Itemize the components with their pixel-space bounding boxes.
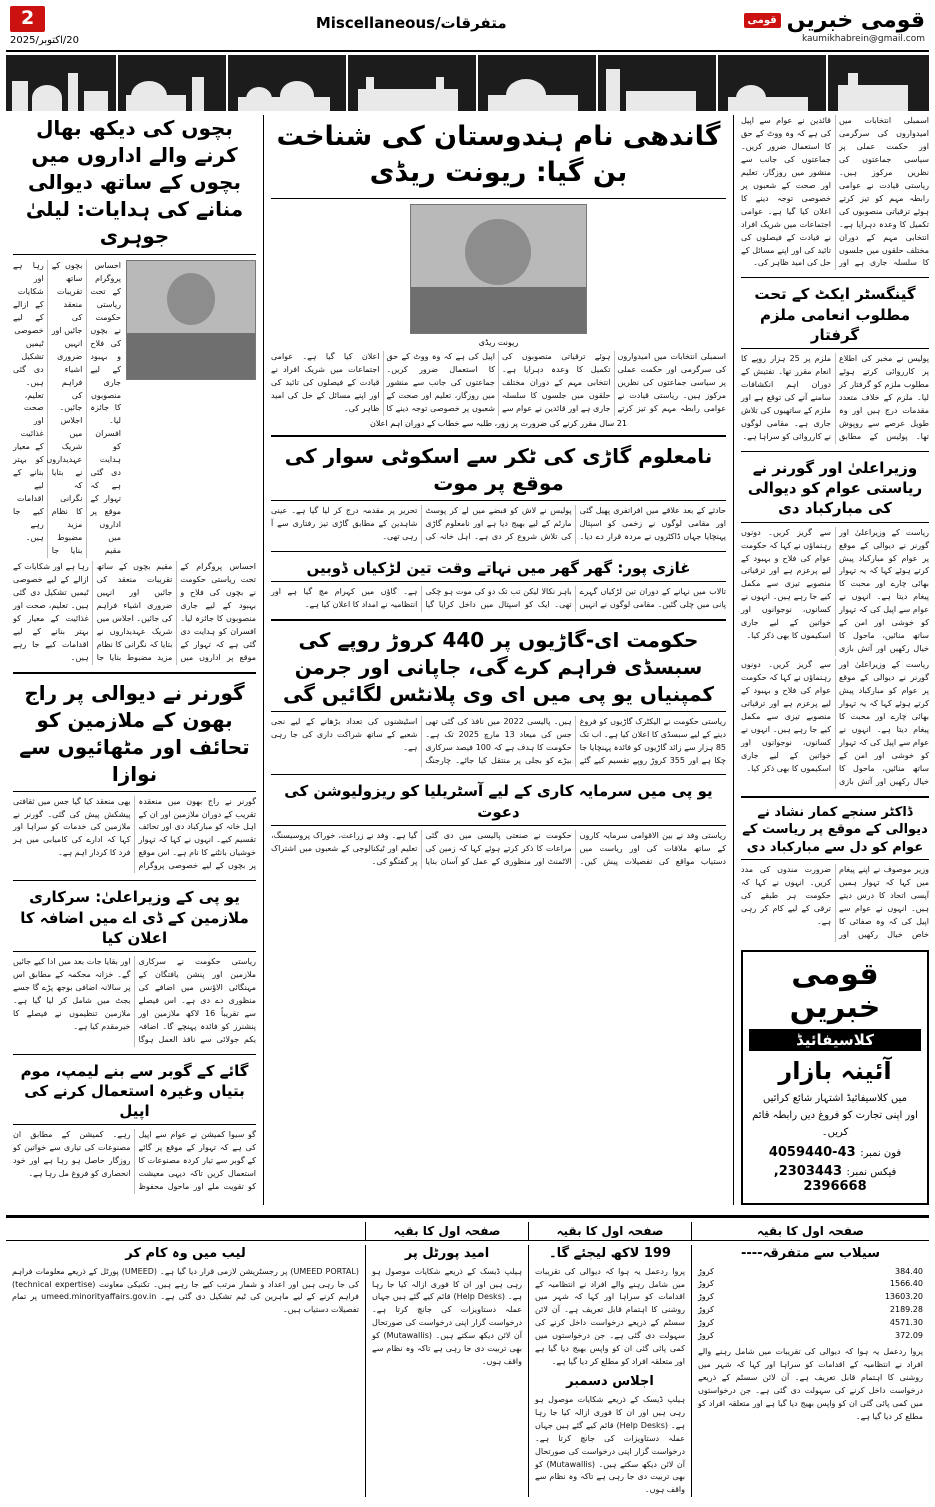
ad-title: آئینہ بازار	[778, 1057, 892, 1086]
jump-bar	[6, 1215, 929, 1218]
table-row	[698, 1304, 923, 1317]
masthead-rule	[6, 50, 929, 52]
article-body: حادثے کے بعد علاقے میں افراتفری پھیل گئی اور مقامی لوگوں نے زخمی کو اسپتال پہنچایا جہاں ڈاکٹروں نے مردہ قرار دے دیا۔ پولیس نے لاش کو قبضے میں لے کر پوسٹ مارٹم کے لیے بھیج دیا ہے اور نامعلوم گاڑی کی تلاش شروع کر دی ہے۔ اہل خانہ کی تحریر پر مقدمہ درج کر لیا گیا ہے۔ عینی شاہدین کے مطابق گاڑی تیز رفتاری سے آ رہی تھی۔	[271, 505, 726, 541]
ad-line-1: میں کلاسیفائیڈ اشتہار شائع کرائیں	[763, 1093, 907, 1105]
article-ev-subsidy	[271, 627, 726, 768]
article-headline: ڈاکٹر سنجے کمار نشاد نے دیوالی کے موقع پر ریاست کے عوام کو دل سے مبارکباد دی	[742, 804, 928, 855]
jump-sub-3: امید پورٹل پر	[404, 1246, 490, 1262]
divider	[741, 277, 929, 278]
divider	[13, 880, 256, 881]
column-right	[733, 115, 929, 1205]
article-body: ریاستی وفد نے بین الاقوامی سرمایہ کاروں کے ساتھ ملاقات کی اور ریاست میں دستیاب مواقع کی تفصیلات پیش کیں۔ حکومت نے صنعتی پالیسی میں دی گئی مراعات کا ذکر کرتے ہوئے کہا کہ زمین کی الاٹمنٹ اور منظوری کے عمل کو آسان بنایا گیا ہے۔ وفد نے زراعت، خوراک پروسیسنگ، تعلیم اور ٹیکنالوجی کے شعبوں میں اشتراک پر گفتگو کی۔	[271, 830, 726, 866]
jump-sub-1: سیلاب سے متفرقہ----	[741, 1246, 880, 1262]
article-body: ریاستی حکومت نے الیکٹرک گاڑیوں کو فروغ دینے کے لیے سبسڈی کا اعلان کیا ہے۔ اب تک 85 ہزار سے زائد گاڑیوں کو فائدہ پہنچایا جا چکا ہے اور 355 کروڑ روپے تقسیم کیے گئے ہیں۔ پالیسی 2022 میں نافذ کی گئی تھی جس کی میعاد 13 مارچ 2025 تک ہے۔ حکومت کا ہدف ہے کہ 100 فیصد سرکاری بیڑے کو بجلی پر منتقل کیا جائے۔ چارجنگ اسٹیشنوں کی تعداد بڑھانے کے لیے نجی شعبے کے ساتھ شراکت داری کی جا رہی ہے۔	[271, 716, 726, 765]
article-headline: گائے کے گوبر سے بنے لیمپ، موم بتیاں وغیرہ استعمال کرنے کی اپیل	[20, 1061, 249, 1121]
jump-col-b-text: پروا ردعمل یہ ہوا کہ دیوالی کی تقریبات میں شامل رہنے والے افراد نے انتظامیہ کے اقدامات کو سراہا اور کہا کہ شہر میں روشنی کا اہتمام قابل تعریف ہے۔ آن لائن سسٹم کے ذریعے درخواست داخل کرنے کی سہولت دی گئی ہے۔ جن درخواستوں میں کمی پائی گئی ان کو واپس بھیج دیا گیا ہے اور متعلقہ افراد کو مطلع کر دیا گیا ہے۔	[535, 1266, 685, 1367]
row-label: کروڑ	[698, 1266, 714, 1276]
article-gangster-act	[741, 284, 929, 443]
paper-logo	[744, 8, 925, 33]
article-headline: گینگسٹر ایکٹ کے تحت مطلوب انعامی ملزم گرفتار	[754, 285, 916, 344]
article-body: ریاستی حکومت نے سرکاری ملازمین اور پنشن یافتگان کے مہنگائی الاؤنس میں اضافے کی منظوری دے دی ہے۔ اس فیصلے سے تقریباً 16 لاکھ ملازمین اور پنشنرز کو فائدہ پہنچے گا۔ اضافہ یکم جولائی سے نافذ العمل ہوگا اور بقایا جات بعد میں ادا کیے جائیں گے۔ خزانہ محکمہ کے مطابق اس پر سالانہ اضافی بوجھ پڑے گا جسے بجٹ میں شامل کر لیا گیا ہے۔ ملازمین تنظیموں نے فیصلے کا خیرمقدم کیا ہے۔	[13, 957, 256, 1044]
article-headline: بچوں کی دیکھ بھال کرنے والے اداروں میں بچوں کے ساتھ دیوالی منانے کی ہدایات: لیلیٰ جوہری	[25, 116, 244, 248]
lead-photo-caption: ریونت ریڈی	[478, 337, 519, 347]
ad-phone-row	[749, 1145, 921, 1160]
article-body: ریاست کے وزیراعلیٰ اور گورنر نے دیوالی کے موقع پر عوام کو مبارکباد پیش کرتے ہوئے کہا کہ یہ تہوار بھائی چارے اور محبت کا پیغام دیتا ہے۔ انہوں نے عوام سے اپیل کی کہ تہوار کو خوشی اور امن کے ساتھ منائیں، ماحول کا خیال رکھیں اور آتش بازی سے گریز کریں۔ دونوں رہنماؤں نے کہا کہ حکومت عوام کی فلاح و بہبود کے لیے پرعزم ہے اور ترقیاتی منصوبے تیزی سے مکمل کیے جا رہے ہیں۔ انہوں نے کسانوں، نوجوانوں اور خواتین کے لیے جاری اسکیموں کا بھی ذکر کیا۔	[741, 527, 929, 654]
jump-title: صفحہ اول کا بقیہ	[556, 1224, 664, 1239]
headline-rule	[741, 348, 929, 349]
jump-header-1	[691, 1222, 929, 1240]
article-body: گورنر نے راج بھون میں منعقدہ تقریب کے دوران ملازمین اور ان کے اہل خانہ کو مبارکباد دی اور تحائف تقسیم کیے۔ انہوں نے کہا کہ تہوار خوشیاں بانٹنے کا نام ہے۔ اس موقع پر بچوں کے لیے خصوصی پروگرام بھی منعقد کیا گیا جس میں ثقافتی پیشکش پیش کی گئی۔ گورنر نے ملازمین کی خدمات کو سراہا اور کہا کہ ادارے کی کامیابی میں ہر فرد کا کردار اہم ہے۔	[13, 796, 256, 871]
headline-rule	[271, 825, 726, 826]
row-label: کروڑ	[698, 1292, 714, 1302]
article-governor-gifts	[13, 680, 256, 874]
masthead-right	[744, 6, 925, 44]
article-body: احساس پروگرام کے تحت ریاستی حکومت نے بچوں کی فلاح و بہبود کے لیے جاری منصوبوں کا جائزہ لیا۔ افسران کو ہدایت دی گئی ہے کہ تہوار کے موقع پر اداروں میں مقیم بچوں کے ساتھ تقریبات منعقد کی جائیں اور انہیں ضروری اشیاء فراہم کی جائیں۔ اجلاس میں شریک عہدیداروں نے بتایا کہ نگرانی کا نظام مزید مضبوط بنایا جا رہا ہے اور شکایات کے ازالے کے لیے خصوصی ٹیمیں تشکیل دی گئی ہیں۔ تعلیم، صحت اور غذائیت کے معیار کو بہتر بنانے کے لیے اقدامات کیے جا رہے ہیں۔	[13, 261, 121, 555]
divider-thick	[271, 619, 726, 621]
headline-rule	[271, 581, 726, 582]
article-headline: نامعلوم گاڑی کی ٹکر سے اسکوٹی سوار کی موقع پر موت	[284, 443, 713, 495]
jump-col-a	[691, 1245, 929, 1497]
headline-rule	[13, 254, 256, 255]
jump-col-c	[365, 1245, 528, 1497]
issue-date: 20/اکتوبر/2025	[10, 35, 79, 46]
article-ghazipur-drowning	[271, 558, 726, 612]
ad-classified-label: کلاسیفائیڈ	[749, 1029, 921, 1051]
headline-rule	[13, 951, 256, 952]
row-label: کروڑ	[698, 1317, 714, 1327]
article-cm-governor-diwali	[741, 458, 929, 789]
jump-number-table	[698, 1266, 923, 1343]
column-middle	[263, 115, 733, 1205]
ad-fax-row	[749, 1164, 921, 1194]
jump-col-d	[6, 1245, 365, 1497]
headline-rule	[741, 522, 929, 523]
row-value: 372.09	[895, 1330, 923, 1340]
row-value: 13603.20	[884, 1292, 923, 1302]
table-row	[698, 1266, 923, 1279]
article-da-hike	[13, 887, 256, 1046]
article-sanjay-nishad	[741, 804, 929, 942]
main-content	[0, 111, 935, 1211]
jump-col-b-text-2: ہیلپ ڈیسک کے ذریعے شکایات موصول ہو رہی ہیں اور ان کا فوری ازالہ کیا جا رہا ہے۔ (Help Desks) قائم کیے گئے ہیں جہاں عملہ دستاویزات کی جانچ کرتا ہے۔ درخواست گزار اپنی درخواست کی صورتحال آن لائن دیکھ سکتے ہیں۔ (Mutawallis) کو بھی تربیت دی جا رہی ہے تاکہ وہ نظام سے واقف ہوں۔	[535, 1394, 685, 1495]
headline-rule	[271, 711, 726, 712]
jump-sub-5: اجلاس دسمبر	[566, 1374, 654, 1390]
jump-title: صفحہ اول کا بقیہ	[757, 1224, 864, 1239]
ad-fax-value: 2303443, 2396668	[773, 1164, 867, 1195]
article-body: تالاب میں نہانے کے دوران تین لڑکیاں گہرے پانی میں چلی گئیں۔ مقامی لوگوں نے انہیں باہر نکالا لیکن تب تک دو کی موت ہو چکی تھی۔ ایک کو اسپتال میں داخل کرایا گیا ہے۔ گاؤں میں کہرام مچ گیا ہے اور انتظامیہ نے امداد کا اعلان کیا ہے۔	[271, 586, 726, 609]
lead-subcaption: 21 سال مقرر کرنے کی ضرورت پر زور، طلبہ سے خطاب کے دوران اہم اعلان	[370, 418, 627, 428]
article-headline: گورنر نے دیوالی پر راج بھون کے ملازمین کو تحائف اور مٹھائیوں سے نوازا	[19, 680, 250, 786]
lead-headline-rule	[271, 198, 726, 199]
section-label: متفرقات/Miscellaneous	[315, 14, 507, 32]
ad-fax-label: فیکس نمبر:	[846, 1167, 897, 1179]
table-row	[698, 1291, 923, 1304]
divider-thick	[13, 672, 256, 674]
headline-rule	[271, 500, 726, 501]
page-number-badge: 2	[10, 6, 45, 32]
ad-brand: قومی خبریں	[789, 957, 881, 1026]
article-cow-dung-lamps	[13, 1061, 256, 1195]
article-headline: وزیراعلیٰ اور گورنر نے ریاستی عوام کو دیوالی کی مبارکباد دی	[747, 458, 923, 518]
article-body: وزیر موصوف نے اپنے پیغام میں کہا کہ تہوار ہمیں آپسی اتحاد کا درس دیتے ہیں۔ انہوں نے عوام سے اپیل کی کہ وہ صفائی کا خاص خیال رکھیں اور ضرورت مندوں کی مدد کریں۔ انہوں نے کہا کہ حکومت ہر طبقے کی ترقی کے لیے کام کر رہی ہے۔	[741, 865, 929, 940]
divider	[271, 774, 726, 775]
skyline-banner	[6, 55, 929, 111]
lead-photo	[410, 204, 587, 334]
headline-rule	[13, 791, 256, 792]
jump-sub-4: لیب میں وہ کام کر	[125, 1246, 246, 1262]
article-leena-johri	[13, 115, 256, 665]
row-value: 4571.30	[889, 1317, 923, 1327]
row-value: 384.40	[895, 1266, 923, 1276]
ad-line-2: اور اپنی تجارت کو فروغ دیں رابطہ قائم کریں۔	[752, 1110, 918, 1139]
article-lead-right-body	[741, 115, 929, 270]
jump-header-2	[528, 1222, 691, 1240]
ad-phone-value: 43-4059440	[768, 1145, 856, 1161]
lead-body: اسمبلی انتخابات میں امیدواروں کی سرگرمی اور حکمت عملی پر سیاسی جماعتوں کی نظریں مرکوز ہیں۔ ریاستی قیادت نے عوامی رابطہ مہم کو تیز کرتے ہوئے ترقیاتی منصوبوں کی تکمیل کا وعدہ دہرایا ہے۔ انتخابی مہم کے دوران مختلف حلقوں میں جلسوں کا سلسلہ جاری ہے اور قائدین نے عوام سے اپیل کی ہے کہ وہ ووٹ کے حق کا استعمال ضرور کریں۔ جماعتوں کی جانب سے منشور میں روزگار، تعلیم اور صحت کے شعبوں پر خصوصی توجہ دینے کا اعلان کیا گیا ہے۔ عوامی اجتماعات میں شریک افراد نے قیادت کے فیصلوں کی تائید کی اور اپنے مسائل کے حل کی امید ظاہر کی۔	[271, 351, 726, 413]
divider	[741, 451, 929, 452]
jump-header-3	[365, 1222, 528, 1240]
classified-ad	[741, 950, 929, 1205]
table-row	[698, 1317, 923, 1330]
article-scooty-accident	[271, 443, 726, 544]
article-body: گو سیوا کمیشن نے عوام سے اپیل کی ہے کہ تہوار کے موقع پر گائے کے گوبر سے تیار کردہ مصنوعات کا استعمال کریں تاکہ دیہی معیشت کو تقویت ملے اور ماحول محفوظ رہے۔ کمیشن کے مطابق ان مصنوعات کی تیاری سے خواتین کو روزگار حاصل ہو رہا ہے اور خود انحصاری کو فروغ مل رہا ہے۔	[13, 1130, 256, 1192]
divider-thick	[741, 796, 929, 798]
table-row	[698, 1278, 923, 1291]
paper-logo-mark: قومی	[744, 13, 781, 28]
row-label: کروڑ	[698, 1330, 714, 1340]
jump-header-spacer	[6, 1222, 365, 1240]
article-headline: یو پی میں سرمایہ کاری کے لیے آسٹریلیا کو ریزولیوشن کی دعوت	[284, 782, 713, 821]
row-value: 2189.28	[889, 1304, 923, 1314]
divider	[13, 1054, 256, 1055]
column-left	[13, 115, 263, 1205]
article-body-cont: احساس پروگرام کے تحت ریاستی حکومت نے بچوں کی فلاح و بہبود کے لیے جاری منصوبوں کا جائزہ لیا۔ افسران کو ہدایت دی گئی ہے کہ تہوار کے موقع پر اداروں میں مقیم بچوں کے ساتھ تقریبات منعقد کی جائیں اور انہیں ضروری اشیاء فراہم کی جائیں۔ اجلاس میں شریک عہدیداروں نے بتایا کہ نگرانی کا نظام مزید مضبوط بنایا جا رہا ہے اور شکایات کے ازالے کے لیے خصوصی ٹیمیں تشکیل دی گئی ہیں۔ تعلیم، صحت اور غذائیت کے معیار کو بہتر بنانے کے لیے اقدامات کیے جا رہے ہیں۔	[13, 561, 256, 662]
lead-headline: گاندھی نام ہندوستان کی شناخت بن گیا: ریونت ریڈی	[276, 121, 721, 189]
jump-body	[6, 1245, 929, 1497]
article-body-cont: ریاست کے وزیراعلیٰ اور گورنر نے دیوالی کے موقع پر عوام کو مبارکباد پیش کرتے ہوئے کہا کہ یہ تہوار بھائی چارے اور محبت کا پیغام دیتا ہے۔ انہوں نے عوام سے اپیل کی کہ تہوار کو خوشی اور امن کے ساتھ منائیں، ماحول کا خیال رکھیں اور آتش بازی سے گریز کریں۔ دونوں رہنماؤں نے کہا کہ حکومت عوام کی فلاح و بہبود کے لیے پرعزم ہے اور ترقیاتی منصوبے تیزی سے مکمل کیے جا رہے ہیں۔ انہوں نے کسانوں، نوجوانوں اور خواتین کے لیے جاری اسکیموں کا بھی ذکر کیا۔	[741, 660, 929, 786]
headline-rule	[13, 1124, 256, 1125]
article-lead	[271, 115, 726, 428]
article-headline: غازی پور: گھر گھر میں نہاتے وقت تین لڑکیاں ڈوبیں	[306, 558, 691, 577]
ad-phone-label: فون نمبر:	[860, 1148, 902, 1160]
article-headline: یو پی کے وزیراعلیٰ: سرکاری ملازمین کے ڈی اے میں اضافہ کا اعلان کیا	[20, 888, 249, 947]
jump-col-b	[528, 1245, 691, 1497]
divider-thick	[271, 435, 726, 437]
jump-headers	[6, 1222, 929, 1240]
jump-sub-2: 199 لاکھ لیجئے گا۔	[549, 1246, 671, 1262]
row-label: کروڑ	[698, 1279, 714, 1289]
masthead-center	[79, 6, 744, 32]
jump-section	[0, 1215, 935, 1507]
jump-col-d-text: (UMEED PORTAL) پر رجسٹریشن لازمی قرار دیا گیا ہے۔ (UMEED) پورٹل کے ذریعے معلومات فراہم کی جا رہی ہیں اور اعداد و شمار مرتب کیے جا رہے ہیں۔ تکنیکی معاونت (technical expertise) فراہم کرنے کے لیے ماہرین کی ٹیم تشکیل دی گئی ہے۔ umeed.minorityaffairs.gov.in پر تمام تفصیلات دستیاب ہیں۔	[12, 1266, 360, 1315]
article-headline: حکومت ای-گاڑیوں پر 440 کروڑ روپے کی سبسڈی فراہم کرے گی، جاپانی اور جرمن کمپنیاں یو پی میں ای وی پلانٹس لگائیں گی	[283, 627, 714, 706]
lead-right-text: اسمبلی انتخابات میں امیدواروں کی سرگرمی اور حکمت عملی پر سیاسی جماعتوں کی نظریں مرکوز ہیں۔ ریاستی قیادت نے عوامی رابطہ مہم کو تیز کرتے ہوئے ترقیاتی منصوبوں کی تکمیل کا وعدہ دہرایا ہے۔ انتخابی مہم کے دوران مختلف حلقوں میں جلسوں کا سلسلہ جاری ہے اور قائدین نے عوام سے اپیل کی ہے کہ وہ ووٹ کے حق کا استعمال ضرور کریں۔ جماعتوں کی جانب سے منشور میں روزگار، تعلیم اور صحت کے شعبوں پر خصوصی توجہ دینے کا اعلان کیا گیا ہے۔ عوامی اجتماعات میں شریک افراد نے قیادت کے فیصلوں کی تائید کی اور اپنے مسائل کے حل کی امید ظاہر کی۔	[741, 116, 929, 268]
jump-title: صفحہ اول کا بقیہ	[393, 1224, 501, 1239]
headline-rule	[741, 859, 929, 860]
paper-title: قومی خبریں	[786, 8, 925, 33]
jump-col-c-text: ہیلپ ڈیسک کے ذریعے شکایات موصول ہو رہی ہیں اور ان کا فوری ازالہ کیا جا رہا ہے۔ (Help Desks) قائم کیے گئے ہیں جہاں عملہ دستاویزات کی جانچ کرتا ہے۔ درخواست گزار اپنی درخواست کی صورتحال آن لائن دیکھ سکتے ہیں۔ (Mutawallis) کو بھی تربیت دی جا رہی ہے تاکہ وہ نظام سے واقف ہوں۔	[372, 1266, 522, 1367]
jump-col-a-text: پروا ردعمل یہ ہوا کہ دیوالی کی تقریبات میں شامل رہنے والے افراد نے انتظامیہ کے اقدامات کو سراہا اور کہا کہ شہر میں روشنی کا اہتمام قابل تعریف ہے۔ آن لائن سسٹم کے ذریعے درخواست داخل کرنے کی سہولت دی گئی ہے۔ جن درخواستوں میں کمی پائی گئی ان کو واپس بھیج دیا گیا ہے اور متعلقہ افراد کو مطلع کر دیا گیا ہے۔	[698, 1347, 923, 1422]
divider	[271, 551, 726, 552]
article-body: پولیس نے مخبر کی اطلاع پر کارروائی کرتے ہوئے مطلوب ملزم کو گرفتار کر لیا۔ ملزم کے خلاف متعدد مقدمات درج ہیں اور وہ طویل عرصے سے روپوش تھا۔ پولیس کے مطابق ملزم پر 25 ہزار روپے کا انعام مقرر تھا۔ تفتیش کے دوران اہم انکشافات سامنے آنے کی توقع ہے اور ملزم کے ساتھیوں کی تلاش جاری ہے۔ مقامی لوگوں نے کارروائی کو سراہا ہے۔	[741, 354, 929, 441]
article-australia-investment	[271, 781, 726, 868]
masthead-left	[10, 6, 79, 46]
row-label: کروڑ	[698, 1304, 714, 1314]
contact-email: kaumikhabrein@gmail.com	[801, 34, 925, 44]
row-value: 1566.40	[889, 1279, 923, 1289]
table-row	[698, 1330, 923, 1343]
masthead	[0, 0, 935, 48]
leena-johri-photo	[126, 260, 256, 380]
